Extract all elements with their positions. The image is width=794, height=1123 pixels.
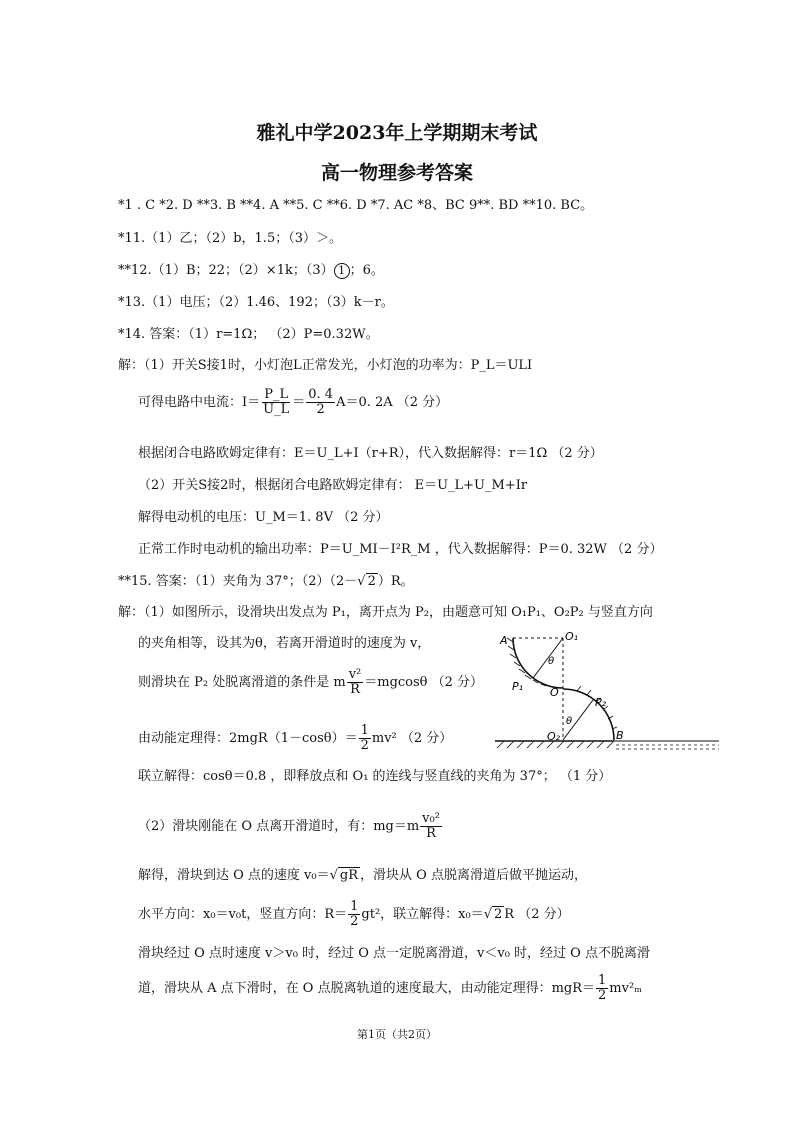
q15-solution-line-4 bbox=[138, 724, 452, 754]
q14-solution-line-5: 解得电动机的电压：U_M＝1. 8V （2 分） bbox=[138, 510, 389, 525]
text: 道，滑块从 A 点下滑时，在 O 点脱离轨道的速度最大，由动能定理得：mgR＝ bbox=[138, 981, 596, 996]
text: 由动能定理得：2mgR（1－cosθ）＝ bbox=[138, 731, 358, 746]
q14-solution-line-2 bbox=[138, 388, 448, 418]
page-footer: 第1页（共2页） bbox=[357, 1028, 437, 1041]
text: 解得，滑块到达 O 点的速度 v₀＝ bbox=[138, 868, 330, 883]
sqrt-value: 2 bbox=[367, 574, 376, 589]
label-theta-bottom: θ bbox=[566, 716, 573, 727]
q15-answer-text-a: **15. 答案：（1）夹角为 37°；（2）（2－ bbox=[118, 574, 358, 589]
q15-solution-line-8: 水平方向：x₀＝v₀t，竖直方向：R＝ $\frac{1}{2}$ gt²，联立解得：x₀＝√ 2 R （2 分） bbox=[138, 899, 570, 929]
fraction-half bbox=[348, 900, 360, 929]
water-lines bbox=[616, 745, 719, 749]
label-o: O bbox=[550, 686, 559, 699]
numerator: P_L bbox=[264, 387, 289, 402]
q11-answer: *11.（1）乙；（2）b，1.5；（3）＞。 bbox=[118, 231, 342, 246]
q15-solution-line-6 bbox=[138, 812, 443, 842]
q15-solution-line-2: 的夹角相等，设其为θ，若离开滑道时的速度为 v， bbox=[138, 636, 431, 651]
q14-solution-line-4: （2）开关S接2时，根据闭合电路欧姆定律有： E＝U_L+U_M+Ir bbox=[138, 478, 528, 493]
q14-solution-line-6: 正常工作时电动机的输出功率：P＝U_MI－I²R_M ，代入数据解得：P＝0. 32W （2 分） bbox=[138, 542, 663, 557]
sqrt-value: 2 bbox=[494, 907, 503, 922]
denominator: 2 bbox=[598, 988, 607, 1003]
text: （2）滑块刚能在 O 点离开滑道时，有：mg＝m bbox=[138, 819, 420, 834]
label-o2: O₂ bbox=[547, 730, 561, 743]
numerator: v² bbox=[348, 667, 362, 682]
q14-answer: *14. 答案：（1）r=1Ω； （2）P=0.32W。 bbox=[118, 327, 379, 342]
text: 则滑块在 P₂ 处脱离滑道的条件是 m bbox=[138, 675, 346, 690]
text: mv² （2 分） bbox=[371, 731, 453, 746]
q13-answer: *13.（1）电压；（2）1.46、192；（3）k－r。 bbox=[118, 295, 394, 310]
fraction-pl-ul bbox=[261, 388, 291, 417]
label-theta-top: θ bbox=[548, 656, 555, 667]
answer-title: 高一物理参考答案 bbox=[320, 162, 473, 184]
fraction-v2-r bbox=[347, 668, 364, 697]
denominator: 2 bbox=[350, 914, 359, 929]
circled-number: 1 bbox=[334, 263, 350, 279]
q14-current-label: 可得电路中电流：I＝ bbox=[138, 395, 261, 410]
label-p1: P₁ bbox=[512, 680, 524, 693]
denominator: 2 bbox=[360, 738, 369, 753]
label-a: A bbox=[500, 634, 508, 647]
q15-answer: **15. 答案：（1）夹角为 37°；（2）（2－√ 2 ）R。 bbox=[118, 574, 414, 589]
label-o1: O₁ bbox=[565, 630, 579, 643]
q14-solution-line-3: 根据闭合电路欧姆定律有：E＝U_L+I（r+R），代入数据解得：r＝1Ω （2 分） bbox=[138, 446, 603, 461]
numerator: v₀² bbox=[422, 811, 440, 826]
numerator: 1 bbox=[350, 899, 359, 914]
text: gt²，联立解得：x₀＝ bbox=[361, 907, 484, 922]
q15-solution-line-7: 解得，滑块到达 O 点的速度 v₀＝√ gR ，滑块从 O 点脱离滑道后做平抛运动， bbox=[138, 868, 587, 883]
q12-text-a: **12.（1）B；22；（2）×1k；（3） bbox=[118, 263, 334, 278]
q15-solution-line-3 bbox=[138, 668, 483, 698]
text: 水平方向：x₀＝v₀t，竖直方向：R＝ bbox=[138, 907, 348, 922]
label-b: B bbox=[616, 729, 624, 742]
numerator: 1 bbox=[360, 723, 369, 738]
denominator: R bbox=[426, 826, 436, 841]
q14-solution-line-1: 解：（1）开关S接1时，小灯泡L正常发光，小灯泡的功率为：P_L＝ULI bbox=[118, 358, 533, 373]
denominator: R bbox=[350, 682, 360, 697]
denominator: U_L bbox=[263, 402, 290, 417]
q15-answer-text-b: ）R。 bbox=[377, 574, 414, 589]
equals-sign: ＝ bbox=[292, 395, 306, 410]
q14-current-result: A＝0. 2A （2 分） bbox=[336, 395, 449, 410]
slide-track-figure bbox=[495, 628, 720, 760]
q12-text-b: ；6。 bbox=[349, 263, 384, 278]
fraction-half bbox=[359, 724, 371, 753]
q15-solution-line-10 bbox=[138, 974, 642, 1004]
fraction-v0sq-r bbox=[420, 812, 442, 841]
label-p2: P₂ bbox=[595, 696, 607, 709]
text: ＝mgcosθ （2 分） bbox=[364, 675, 484, 690]
text: mv²ₘ bbox=[609, 981, 643, 996]
sqrt-value: gR bbox=[339, 868, 359, 883]
q12-answer bbox=[118, 263, 384, 279]
text: ，滑块从 O 点脱离滑道后做平抛运动， bbox=[360, 868, 587, 883]
q15-solution-line-5: 联立解得：cosθ＝0.8 ，即释放点和 O₁ 的连线与竖直线的夹角为 37°； （1 分） bbox=[138, 769, 612, 784]
numerator: 1 bbox=[598, 973, 607, 988]
q15-solution-line-1: 解：（1）如图所示，设滑块出发点为 P₁，离开点为 P₂，由题意可知 O₁P₁、O₂P₂ 与竖直方向 bbox=[118, 605, 653, 620]
fraction-half bbox=[596, 974, 608, 1003]
fraction-numeric bbox=[306, 388, 335, 417]
exam-title: 雅礼中学2023年上学期期末考试 bbox=[256, 122, 538, 144]
numerator: 0. 4 bbox=[308, 387, 334, 402]
q15-solution-line-9: 滑块经过 O 点时速度 v＞v₀ 时，经过 O 点一定脱离滑道，v＜v₀ 时，经过 O 点不脱离滑 bbox=[138, 946, 650, 961]
lower-arc bbox=[563, 689, 614, 740]
denominator: 2 bbox=[316, 402, 325, 417]
choice-answers: *1 . C *2. D **3. B **4. A **5. C **6. D *7. AC *8、BC 9**. BD **10. BC。 bbox=[118, 198, 594, 213]
text: R （2 分） bbox=[504, 907, 570, 922]
